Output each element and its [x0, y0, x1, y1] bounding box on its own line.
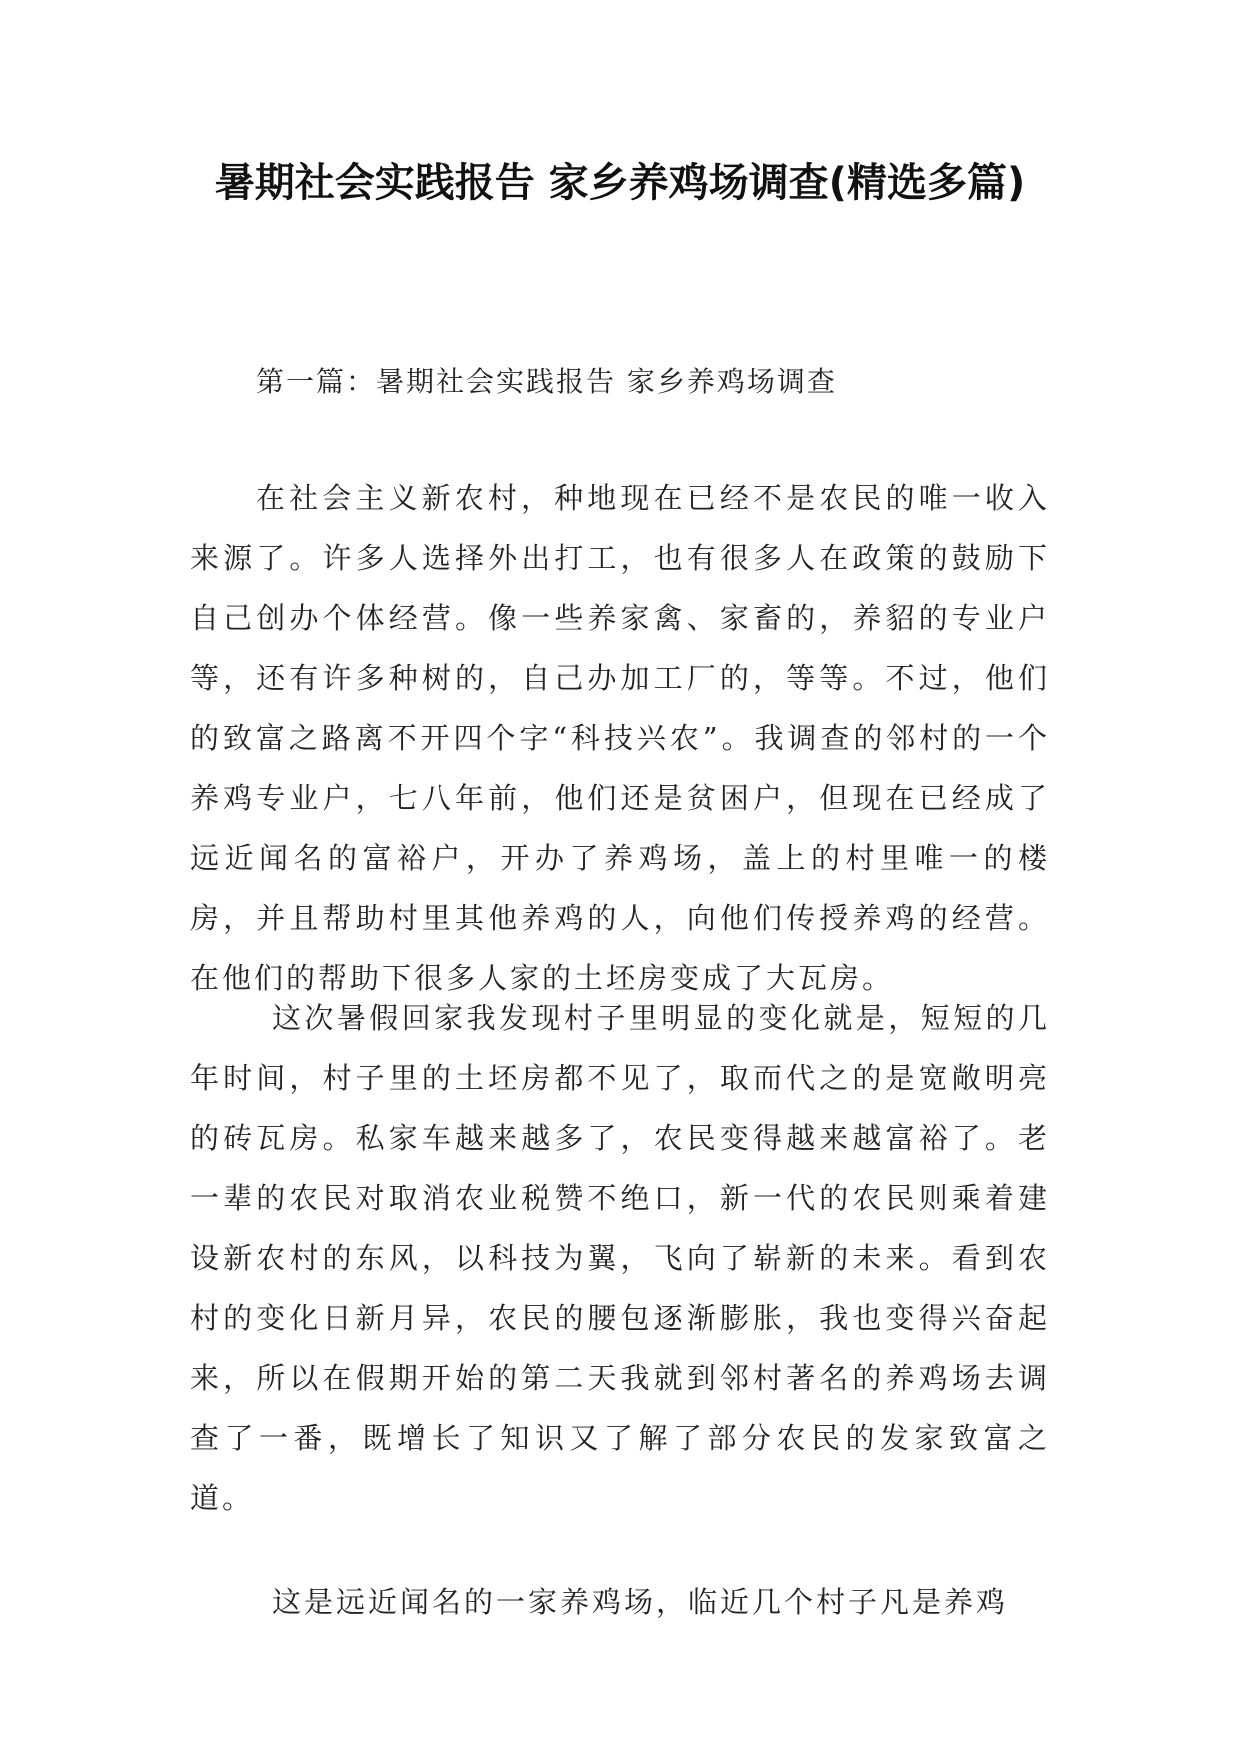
body-paragraph: 这是远近闻名的一家养鸡场，临近几个村子凡是养鸡	[272, 1585, 1009, 1619]
body-paragraph: 这次暑假回家我发现村子里明显的变化就是，短短的几年时间，村子里的土坯房都不见了，取而代之的是宽敞明亮的砖瓦房。私家车越来越多了，农民变得越来越富裕了。老一辈的农民对取消农业税赞不绝口，新一代的农民则乘着建设新农村的东风，以科技为翼，飞向了崭新的未来。看到农村的变化日新月异，农民的腰包逐渐膨胀，我也变得兴奋起来，所以在假期开始的第二天我就到邻村著名的养鸡场去调查了一番，既增长了知识又了解了部分农民的发家致富之道。	[190, 1001, 1050, 1515]
section-heading: 第一篇：暑期社会实践报告 家乡养鸡场调查	[256, 365, 837, 398]
document-title: 暑期社会实践报告 家乡养鸡场调查(精选多篇)	[214, 160, 1026, 206]
body-paragraph: 在社会主义新农村，种地现在已经不是农民的唯一收入来源了。许多人选择外出打工，也有很多人在政策的鼓励下自己创办个体经营。像一些养家禽、家畜的，养貂的专业户等，还有许多种树的，自己办加工厂的，等等。不过，他们的致富之路离不开四个字“科技兴农”。我调查的邻村的一个养鸡专业户，七八年前，他们还是贫困户，但现在已经成了远近闻名的富裕户，开办了养鸡场，盖上的村里唯一的楼房，并且帮助村里其他养鸡的人，向他们传授养鸡的经营。在他们的帮助下很多人家的土坯房变成了大瓦房。	[190, 481, 1050, 995]
